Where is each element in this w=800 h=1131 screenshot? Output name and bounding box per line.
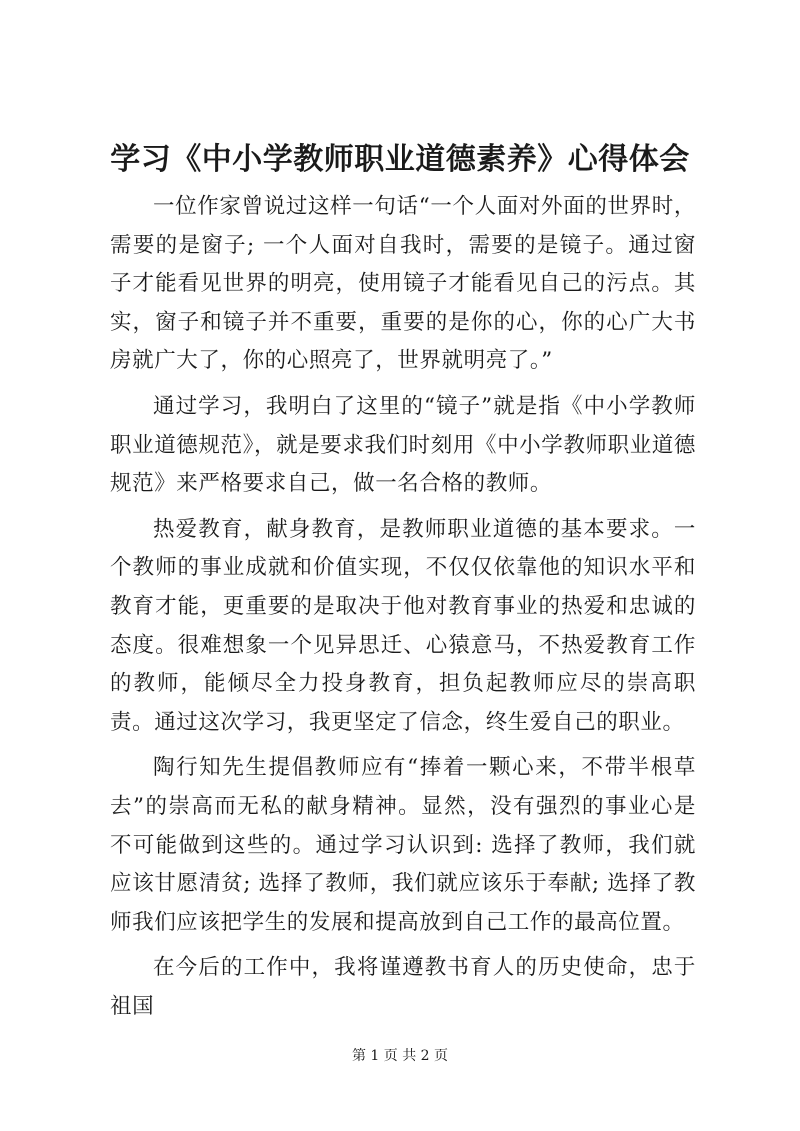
paragraph-3: 热爱教育，献身教育，是教师职业道德的基本要求。一个教师的事业成就和价值实现，不仅仅依靠他的知识水平和教育才能，更重要的是取决于他对教育事业的热爱和忠诚的态度。很难想象一个见异思迁、心猿意马，不热爱教育工作的教师，能倾尽全力投身教育，担负起教师应尽的崇高职责。通过这次学习，我更坚定了信念，终生爱自己的职业。 <box>110 516 696 735</box>
paragraph-2: 通过学习，我明白了这里的“镜子”就是指《中小学教师职业道德规范》，就是要求我们时刻用《中小学教师职业道德规范》来严格要求自己，做一名合格的教师。 <box>110 393 696 497</box>
paragraph-4: 陶行知先生提倡教师应有“捧着一颗心来，不带半根草去”的崇高而无私的献身精神。显然，没有强烈的事业心是不可能做到这些的。通过学习认识到: 选择了教师，我们就应该甘愿清贫; 选择了教师，我们就应该乐于奉献; 选择了教师我们应该把学生的发展和提高放到自己工作的最高位置。 <box>110 755 696 935</box>
page-footer: 第 1 页 共 2 页 <box>351 1048 449 1064</box>
paragraph-5: 在今后的工作中，我将谨遵教书育人的历史使命，忠于祖国 <box>110 955 696 1019</box>
document-body <box>110 188 696 1033</box>
document-title: 学习《中小学教师职业道德素养》心得体会 <box>110 142 690 177</box>
paragraph-1: 一位作家曾说过这样一句话“一个人面对外面的世界时，需要的是窗子; 一个人面对自我时，需要的是镜子。通过窗子才能看见世界的明亮，使用镜子才能看见自己的污点。其实，窗子和镜子并不重要，重要的是你的心，你的心广大书房就广大了，你的心照亮了，世界就明亮了。” <box>110 194 696 374</box>
